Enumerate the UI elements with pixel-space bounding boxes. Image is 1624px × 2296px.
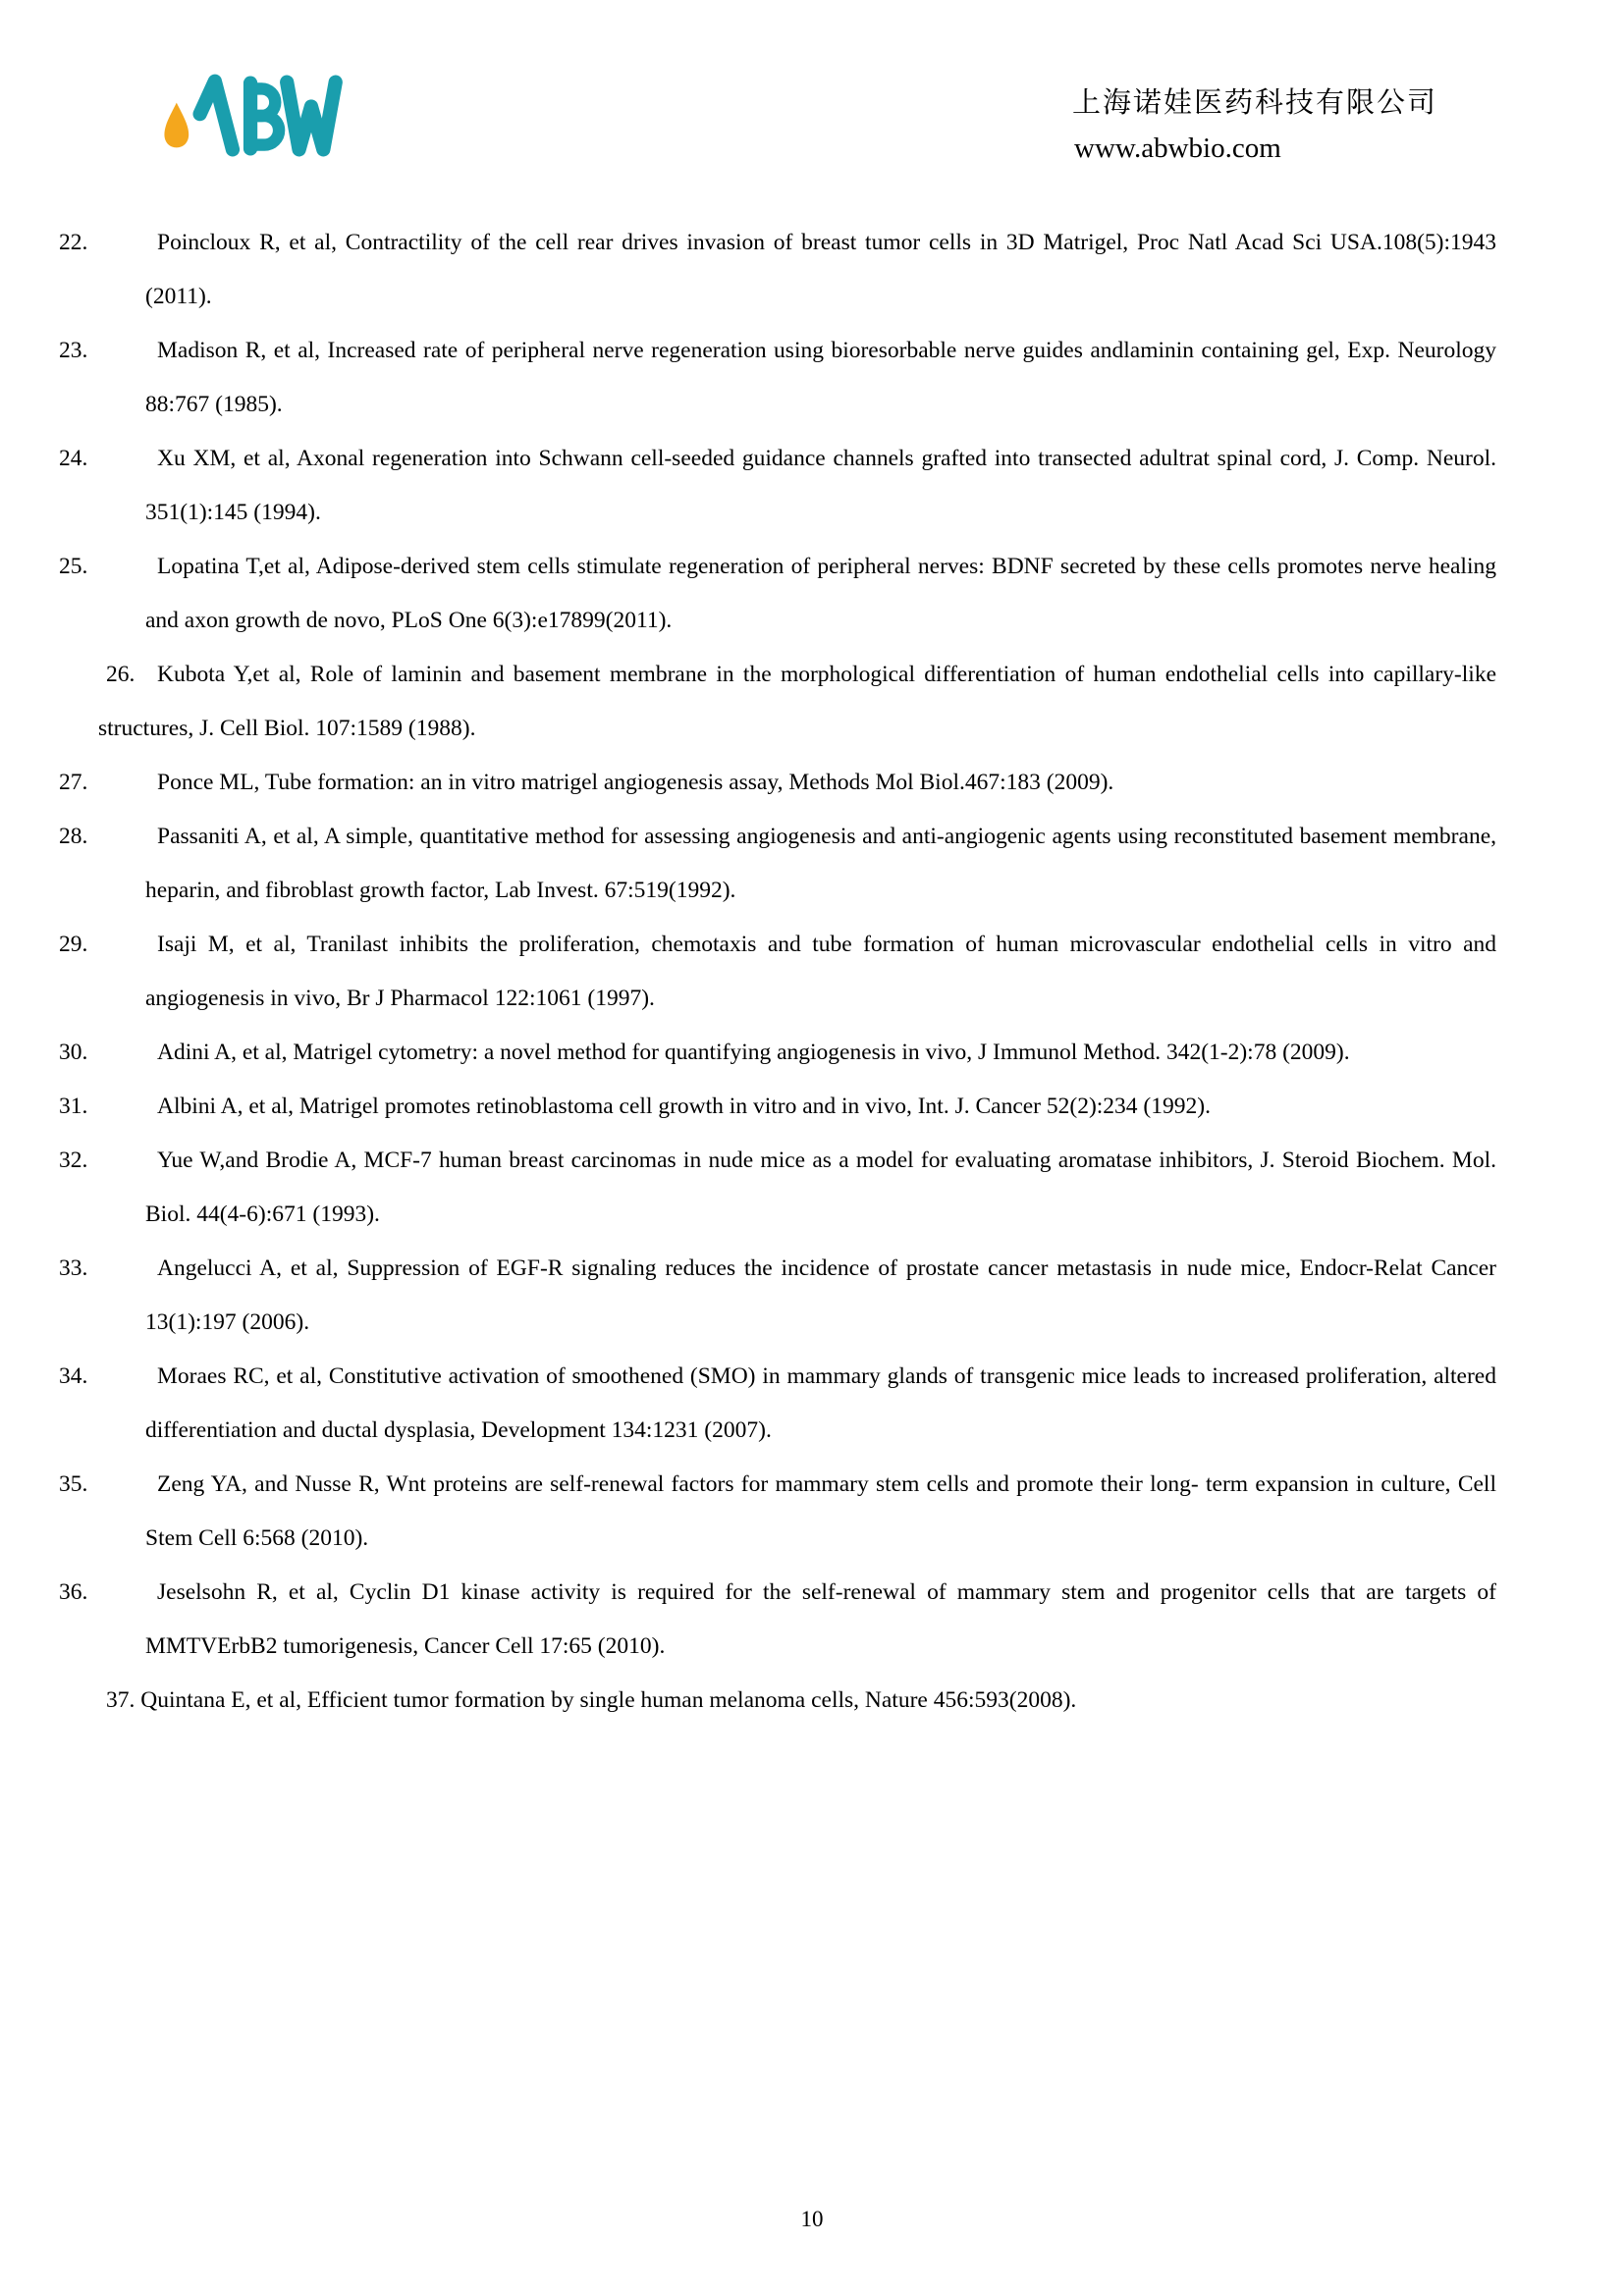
- reference-number: 27.: [59, 770, 88, 795]
- reference-text: Xu XM, et al, Axonal regeneration into Schwann cell-seeded guidance channels grafted into transected adultrat spinal cord, J. Comp. Neurol. 351(1):145 (1994).: [145, 446, 1496, 525]
- reference-text: Madison R, et al, Increased rate of peripheral nerve regeneration using bioresorbable nerve guides andlaminin containing gel, Exp. Neurology 88:767 (1985).: [145, 338, 1496, 417]
- reference-item: [59, 1458, 1496, 1566]
- reference-item: [106, 1674, 1496, 1728]
- reference-text: Kubota Y,et al, Role of laminin and basement membrane in the morphological differentiation of human endothelial cells into capillary-like structures, J. Cell Biol. 107:1589 (1988).: [98, 662, 1496, 741]
- reference-number: 35.: [59, 1471, 88, 1497]
- reference-text: Yue W,and Brodie A, MCF-7 human breast carcinomas in nude mice as a model for evaluating aromatase inhibitors, J. Steroid Biochem. Mol. Biol. 44(4-6):671 (1993).: [145, 1148, 1496, 1227]
- reference-text: Ponce ML, Tube formation: an in vitro matrigel angiogenesis assay, Methods Mol Biol.467:183 (2009).: [157, 770, 1114, 795]
- company-name: 上海诺娃医药科技有限公司: [1072, 87, 1438, 119]
- reference-number: 30.: [59, 1040, 88, 1065]
- letter-a: [200, 81, 233, 150]
- abw-logo-icon: [153, 69, 350, 163]
- reference-number: 26.: [106, 662, 135, 687]
- reference-text: Lopatina T,et al, Adipose-derived stem cells stimulate regeneration of peripheral nerves: BDNF secreted by these cells promotes nerve healing and axon growth de novo, PLoS One 6(3):e17899(2011).: [145, 554, 1496, 633]
- reference-item: [59, 918, 1496, 1026]
- reference-number: 37.: [106, 1687, 135, 1713]
- reference-item: [98, 648, 1496, 756]
- reference-item: [59, 1026, 1496, 1080]
- reference-item: [59, 1134, 1496, 1242]
- website-url: www.abwbio.com: [1074, 133, 1281, 164]
- reference-item: [59, 756, 1496, 810]
- letter-w: [287, 82, 336, 150]
- reference-item: [59, 1566, 1496, 1674]
- references-list: [59, 216, 1496, 1728]
- reference-number: 32.: [59, 1148, 88, 1173]
- reference-number: 24.: [59, 446, 88, 471]
- reference-number: 23.: [59, 338, 88, 363]
- header-right: [1072, 80, 1437, 165]
- reference-number: 29.: [59, 932, 88, 957]
- reference-text: Zeng YA, and Nusse R, Wnt proteins are self-renewal factors for mammary stem cells and promote their long- term expansion in culture, Cell Stem Cell 6:568 (2010).: [145, 1471, 1496, 1551]
- reference-text: Quintana E, et al, Efficient tumor formation by single human melanoma cells, Nature 456:593(2008).: [135, 1687, 1077, 1713]
- reference-text: Passaniti A, et al, A simple, quantitative method for assessing angiogenesis and anti-angiogenic agents using reconstituted basement membrane, heparin, and fibroblast growth factor, Lab Invest. 67:519(1992).: [145, 824, 1496, 903]
- reference-number: 25.: [59, 554, 88, 579]
- reference-item: [59, 432, 1496, 540]
- reference-text: Adini A, et al, Matrigel cytometry: a novel method for quantifying angiogenesis in vivo, J Immunol Method. 342(1-2):78 (2009).: [157, 1040, 1350, 1065]
- reference-item: [59, 324, 1496, 432]
- reference-text: Jeselsohn R, et al, Cyclin D1 kinase activity is required for the self-renewal of mammary stem and progenitor cells that are targets of MMTVErbB2 tumorigenesis, Cancer Cell 17:65 (2010).: [145, 1579, 1496, 1659]
- reference-number: 31.: [59, 1094, 88, 1119]
- reference-number: 36.: [59, 1579, 88, 1605]
- reference-number: 22.: [59, 230, 88, 255]
- reference-number: 28.: [59, 824, 88, 849]
- droplet-icon: [164, 103, 189, 148]
- reference-item: [59, 810, 1496, 918]
- reference-text: Albini A, et al, Matrigel promotes retinoblastoma cell growth in vitro and in vivo, Int. J. Cancer 52(2):234 (1992).: [157, 1094, 1211, 1119]
- reference-item: [59, 540, 1496, 648]
- reference-number: 34.: [59, 1363, 88, 1389]
- reference-text: Moraes RC, et al, Constitutive activation of smoothened (SMO) in mammary glands of transgenic mice leads to increased proliferation, altered differentiation and ductal dysplasia, Development 134:1231 (2007).: [145, 1363, 1496, 1443]
- reference-text: Angelucci A, et al, Suppression of EGF-R signaling reduces the incidence of prostate cancer metastasis in nude mice, Endocr-Relat Cancer 13(1):197 (2006).: [145, 1255, 1496, 1335]
- page-number: 10: [800, 2207, 824, 2231]
- abw-logo: [153, 69, 350, 163]
- reference-item: [59, 216, 1496, 324]
- reference-text: Poincloux R, et al, Contractility of the cell rear drives invasion of breast tumor cells in 3D Matrigel, Proc Natl Acad Sci USA.108(5):1943 (2011).: [145, 230, 1496, 309]
- reference-item: [59, 1242, 1496, 1350]
- reference-number: 33.: [59, 1255, 88, 1281]
- reference-item: [59, 1080, 1496, 1134]
- reference-text: Isaji M, et al, Tranilast inhibits the proliferation, chemotaxis and tube formation of human microvascular endothelial cells in vitro and angiogenesis in vivo, Br J Pharmacol 122:1061 (1997).: [145, 932, 1496, 1011]
- reference-item: [59, 1350, 1496, 1458]
